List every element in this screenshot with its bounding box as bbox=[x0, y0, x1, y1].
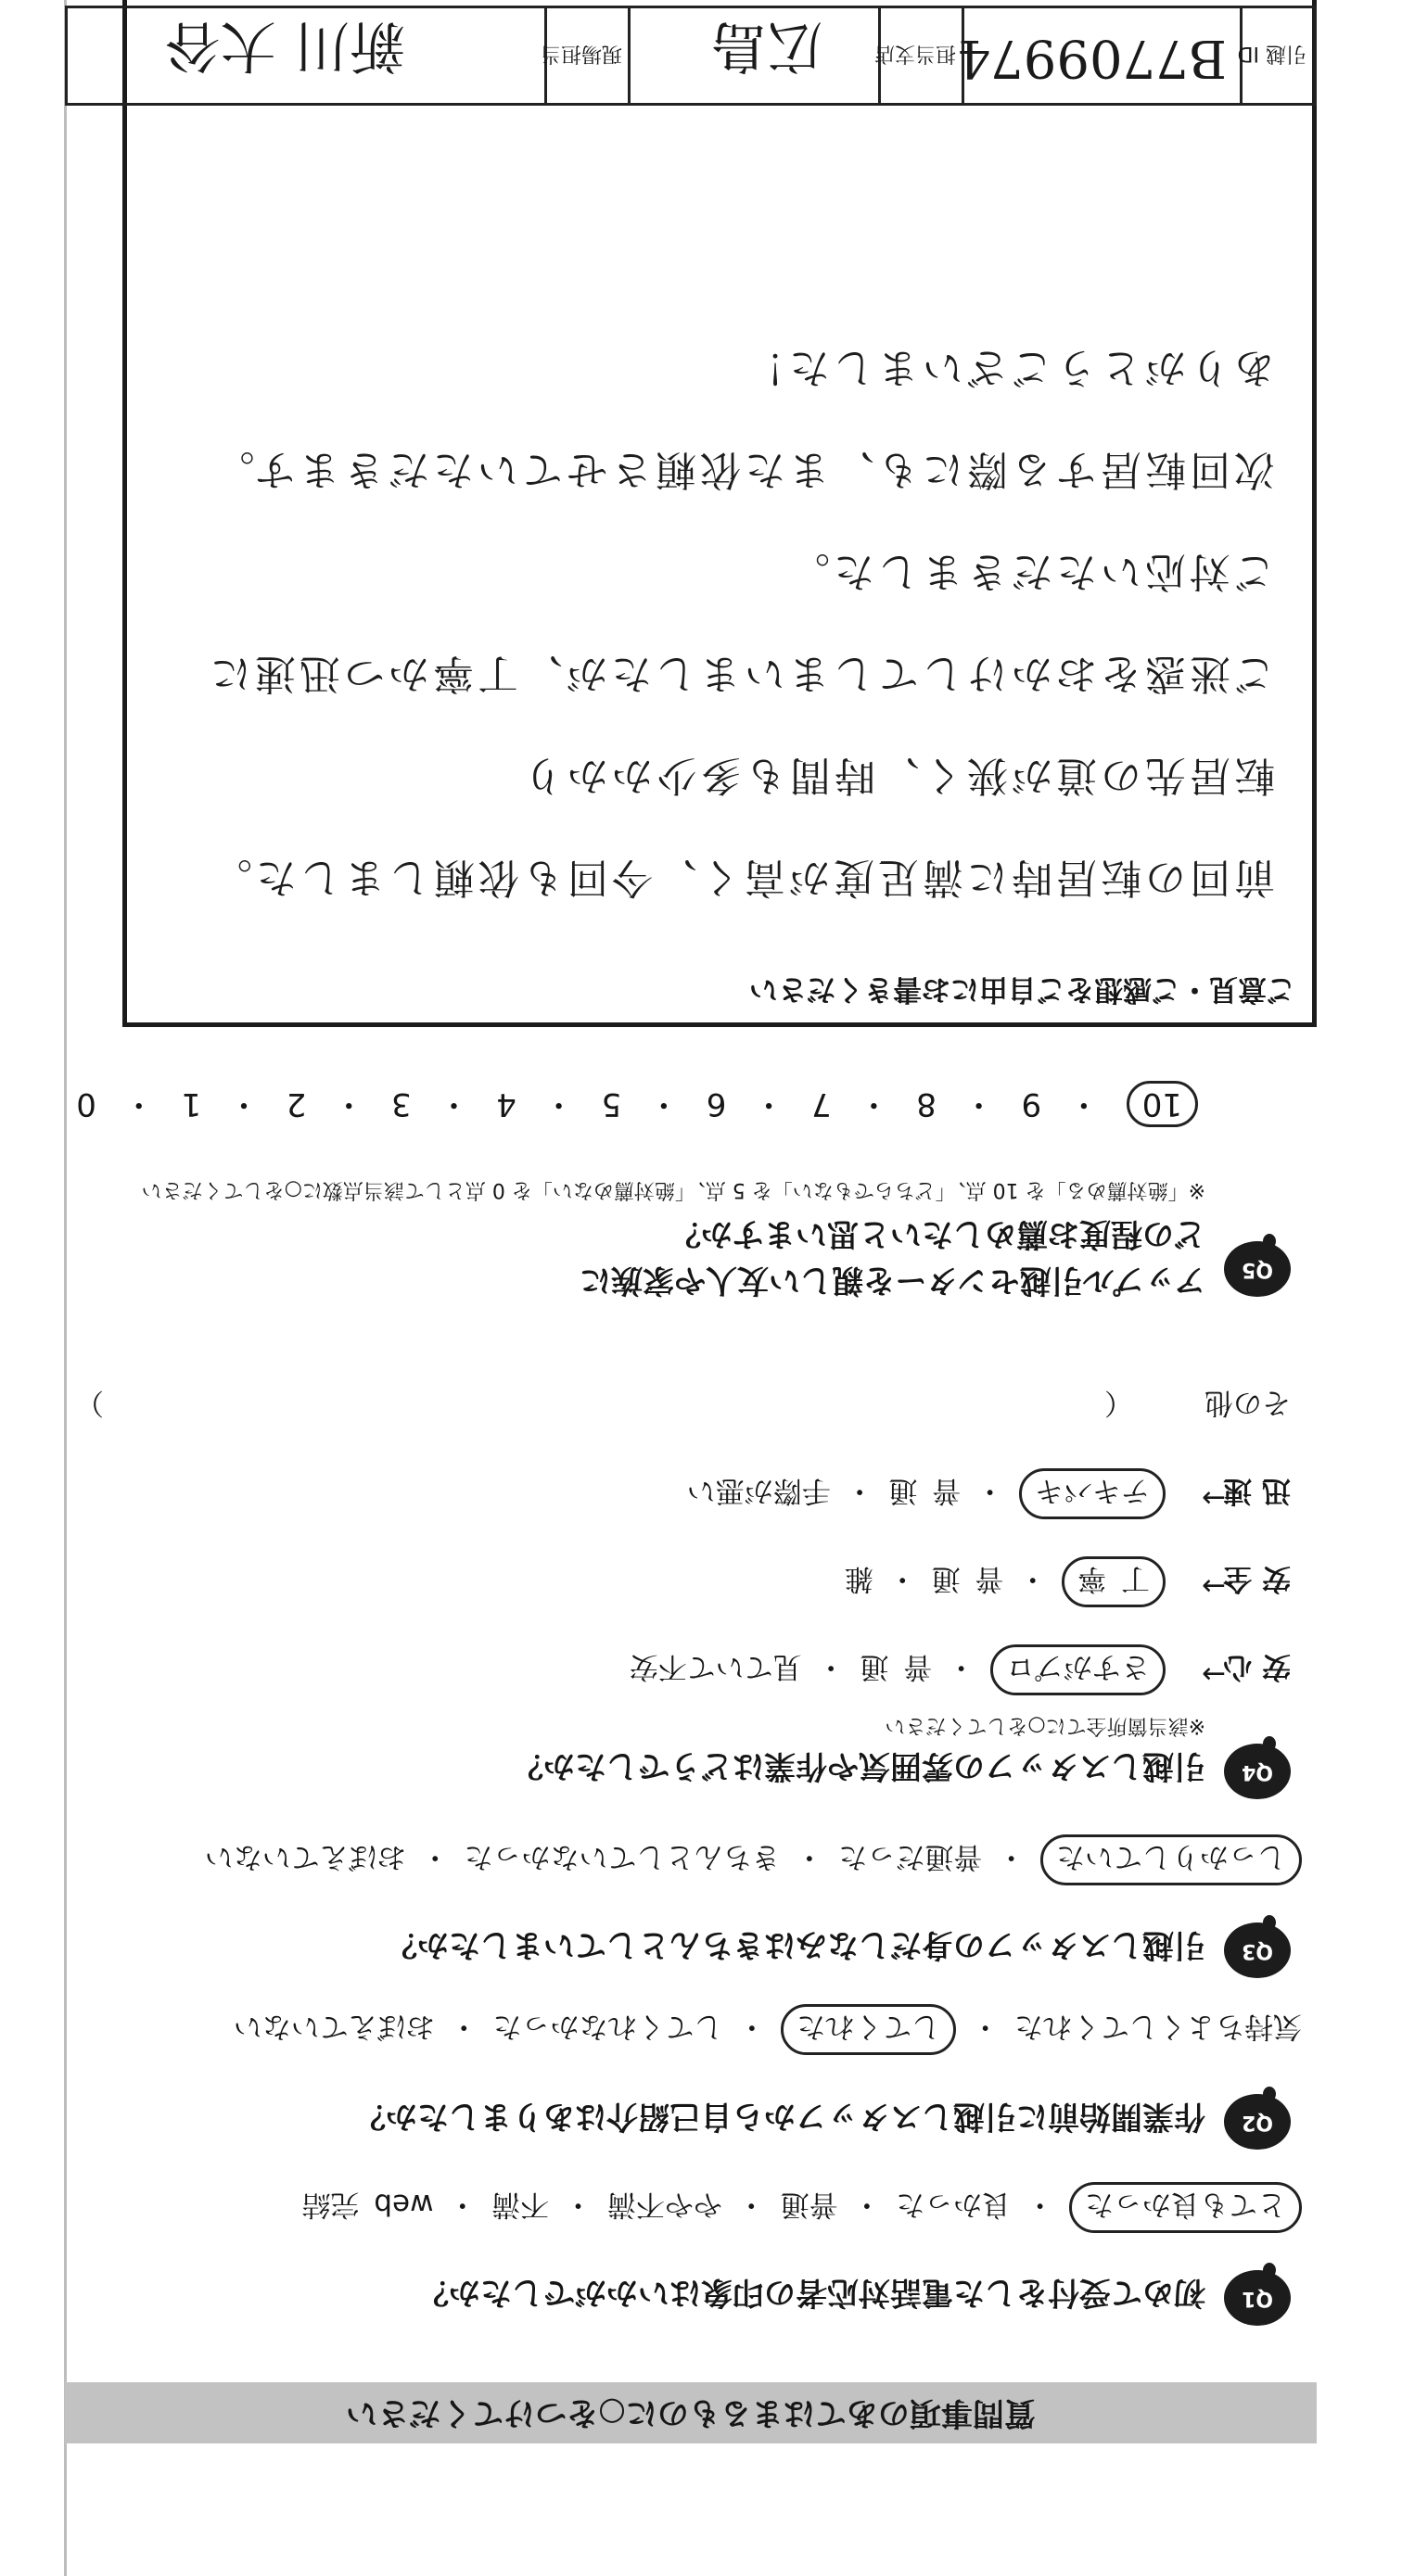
branch-label: 担当支店 bbox=[873, 42, 956, 65]
q3-badge: Q3 bbox=[1224, 1922, 1291, 1978]
comments-box bbox=[122, 0, 1317, 1027]
instruction-text: 質問事項のあてはまるものに○をつけてください bbox=[346, 2394, 1036, 2431]
staff-value-cell bbox=[62, 8, 544, 103]
q4-other-paren-close: ） bbox=[75, 1386, 104, 1419]
q4-row-anshin-circled: さすがプロ bbox=[990, 1644, 1166, 1695]
q4-row-anshin-options: さすがプロ ・ 普 通 ・ 見ていて不安 bbox=[630, 1644, 1166, 1695]
q2-options: 気持ちよくしてくれた ・ してくれた ・ してくれなかった ・ おぼえていない bbox=[234, 2004, 1302, 2055]
q1-badge: Q1 bbox=[1224, 2270, 1291, 2326]
page-edge-divider bbox=[64, 0, 67, 2576]
q4-row-jinsoku-arrow: → bbox=[1202, 1481, 1226, 1515]
id-label-cell bbox=[1237, 8, 1314, 103]
q4-row-anzen-label: 安 全 bbox=[1223, 1562, 1291, 1595]
q4-row-anzen-options: 丁 寧 ・ 普 通 ・ 雑 bbox=[845, 1556, 1166, 1607]
q4-row-jinsoku-label: 迅 速 bbox=[1223, 1474, 1291, 1507]
branch-value-cell bbox=[628, 8, 878, 103]
q2-badge: Q2 bbox=[1224, 2094, 1291, 2150]
q2-circled-answer: してくれた bbox=[781, 2004, 956, 2055]
q5-circled-score: 10 bbox=[1127, 1081, 1198, 1127]
q5-text-line1: アップル引越センターを親しい友人や家族に bbox=[580, 1262, 1205, 1299]
record-table bbox=[65, 6, 1317, 106]
comment-line-2: 転居先の道が狭く、時間も多少かかり bbox=[518, 752, 1275, 799]
q2-text: 作業開始前に引越しスタッフから自己紹介はありましたか？ bbox=[354, 2098, 1205, 2135]
comment-line-3: ご迷惑をおかけしてしまいましたが、丁寧かつ迅速に bbox=[207, 650, 1275, 697]
q4-note: ※該当箇所全てに○をしてください bbox=[885, 1714, 1205, 1737]
id-value-cell bbox=[957, 8, 1240, 103]
q4-other-paren-open: （ bbox=[1104, 1386, 1133, 1419]
q5-text-line2: どの程度お薦めしたいと思いますか？ bbox=[669, 1215, 1205, 1252]
comment-line-1: 前回の転居時に満足度が高く、今回も依頼しました。 bbox=[207, 854, 1275, 901]
q4-text: 引越しスタッフの雰囲気や作業はどうでしたか？ bbox=[512, 1747, 1205, 1784]
q4-row-anzen-arrow: → bbox=[1202, 1569, 1226, 1603]
q4-row-jinsoku-options: テキパキ ・ 普 通 ・ 手際が悪い bbox=[687, 1468, 1166, 1519]
q5-badge: Q5 bbox=[1224, 1241, 1291, 1297]
q1-text: 初めて受付をした電話対応者の印象はいかがでしたか？ bbox=[417, 2274, 1205, 2311]
branch-label-cell bbox=[873, 8, 962, 103]
staff-label: 現場担当 bbox=[540, 42, 622, 65]
comments-title: ご意見・ご感想をご自由にお書きください bbox=[749, 972, 1295, 1006]
q4-other-label: その他 bbox=[1204, 1386, 1291, 1419]
q5-note: ※「絶対薦める」を 10 点、「どちらでもない」を 5 点、「絶対薦めない」を 0 点として該当点数に○をしてください bbox=[141, 1178, 1205, 1201]
q3-circled-answer: しっかりしていた bbox=[1040, 1834, 1302, 1885]
q4-row-jinsoku-circled: テキパキ bbox=[1019, 1468, 1166, 1519]
instruction-bar bbox=[65, 2382, 1317, 2443]
q1-circled-answer: とても良かった bbox=[1069, 2182, 1302, 2233]
q4-badge: Q4 bbox=[1224, 1744, 1291, 1799]
q1-options: とても良かった ・ 良かった ・ 普通 ・ やや不満 ・ 不満 ・ web 完結 bbox=[301, 2182, 1302, 2233]
q3-text: 引越しスタッフの身だしなみはきちんとしていましたか？ bbox=[386, 1926, 1205, 1963]
staff-label-cell bbox=[540, 8, 628, 103]
staff-value: 新川 大谷 bbox=[164, 13, 405, 78]
q5-scale: 10 ・ 9 ・ 8 ・ 7 ・ 6 ・ 5 ・ 4 ・ 3 ・ 2 ・ 1 ・ 0 bbox=[76, 1081, 1198, 1130]
q4-row-anzen-circled: 丁 寧 bbox=[1062, 1556, 1166, 1607]
comment-line-6: ありがとうございました！ bbox=[741, 344, 1275, 391]
id-label: 引越 ID bbox=[1237, 42, 1306, 65]
q3-options: しっかりしていた ・ 普通だった ・ きちんとしていなかった ・ おぼえていない bbox=[205, 1834, 1302, 1885]
q4-row-anshin-arrow: → bbox=[1202, 1657, 1226, 1691]
comment-line-4: ご対応いただきました。 bbox=[785, 548, 1275, 595]
branch-value: 広島 bbox=[711, 13, 822, 78]
comment-line-5: 次回転居する際にも、また依頼させていただきます。 bbox=[210, 446, 1275, 493]
q4-row-anshin-label: 安 心 bbox=[1223, 1650, 1291, 1683]
id-value: B7709974 bbox=[957, 28, 1227, 88]
